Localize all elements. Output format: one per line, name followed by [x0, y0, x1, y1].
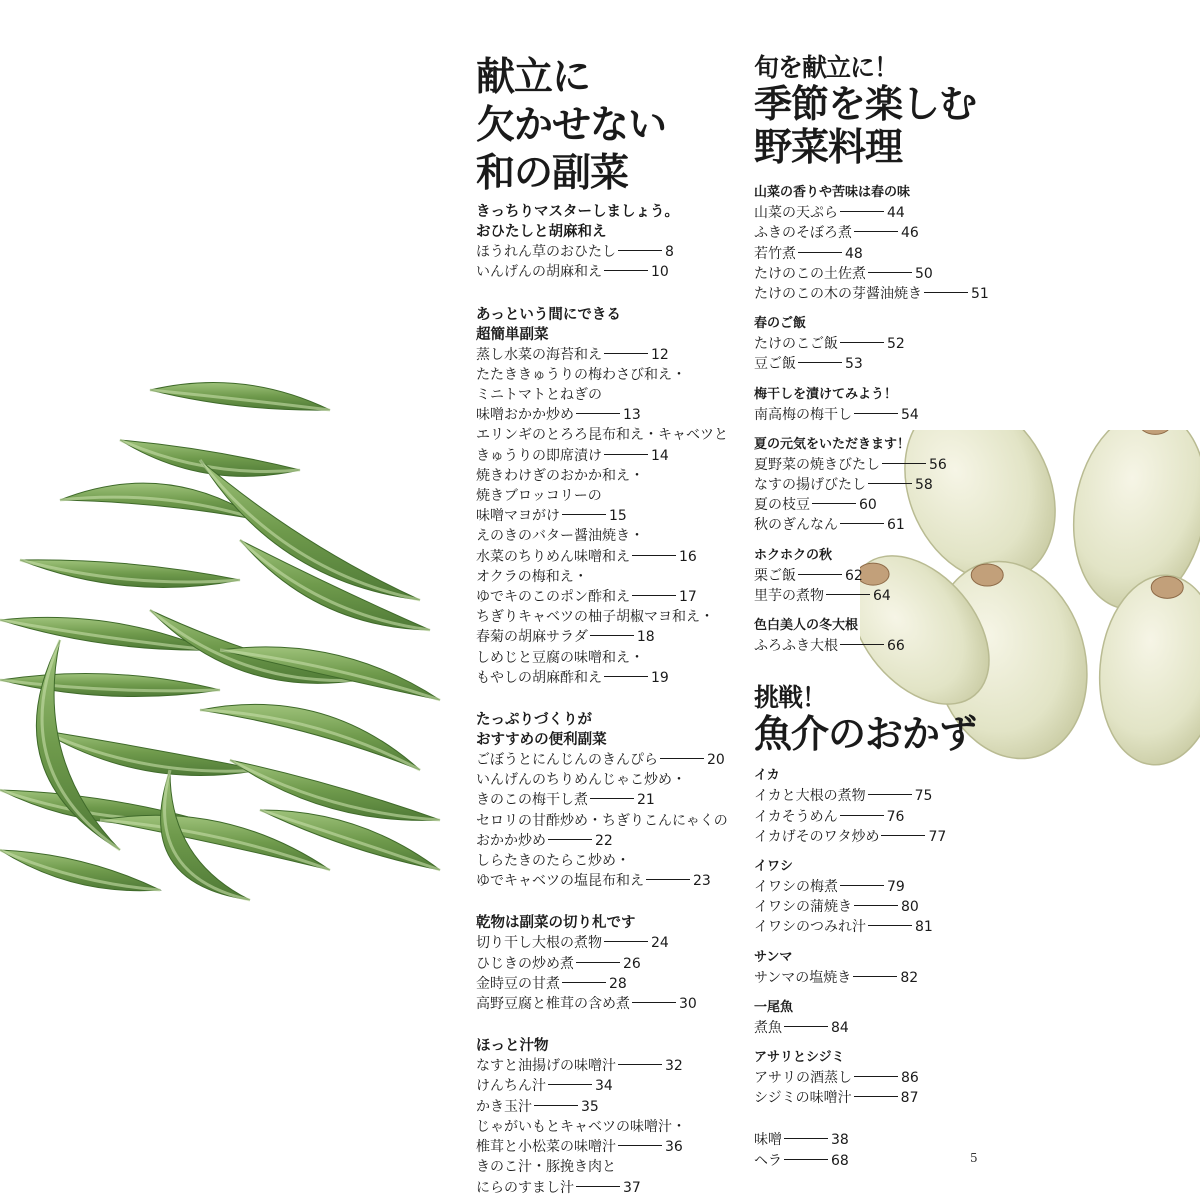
toc-entry[interactable] [476, 790, 738, 810]
entry-page: 22 [595, 832, 613, 849]
green-beans-photo [0, 350, 460, 910]
leader-line [604, 941, 648, 942]
entry-page: 75 [914, 788, 933, 805]
toc-entry[interactable] [476, 1056, 738, 1076]
toc-section [476, 305, 738, 688]
toc-entry[interactable] [476, 871, 738, 891]
pea-pod [20, 560, 240, 588]
entry-page: 10 [651, 264, 669, 281]
leader-line [618, 1145, 662, 1146]
toc-entry[interactable] [754, 354, 1014, 374]
entry-page: 26 [623, 955, 641, 972]
section-heading: きっちりマスターしましょう。 おひたしと胡麻和え [476, 204, 679, 241]
section-heading: 一尾魚 [754, 999, 794, 1015]
toc-entry[interactable] [476, 831, 738, 851]
section-heading: 色白美人の冬大根 [754, 617, 859, 633]
entry-title: ひじきの炒め煮 [476, 955, 574, 972]
leader-line [660, 758, 704, 759]
toc-entry[interactable] [754, 968, 1014, 988]
fish-sections [754, 766, 1014, 1108]
leader-line [784, 1159, 828, 1160]
pea-pod [40, 730, 260, 776]
entry-title: いんげんの胡麻和え [476, 264, 602, 281]
entry-title: たたききゅうりの梅わさび和え・ [476, 366, 686, 383]
entry-title: ちぎりキャベツの柚子胡椒マヨ和え・ [476, 609, 714, 626]
section-heading: たっぷりづくりが おすすめの便利副菜 [476, 712, 607, 749]
toc-section [476, 710, 738, 891]
leader-line [604, 454, 648, 455]
entry-title: アサリの酒蒸し [754, 1069, 852, 1086]
entry-title: 味噌 [754, 1132, 782, 1149]
entry-title: 味噌おかか炒め [476, 407, 574, 424]
toc-section [754, 1048, 1014, 1108]
toc-entry[interactable] [476, 466, 738, 486]
toc-entry[interactable] [476, 587, 738, 607]
entry-page: 32 [665, 1058, 683, 1075]
toc-section [754, 616, 1014, 656]
entry-title: 金時豆の甘煮 [476, 975, 560, 992]
toc-section [476, 1036, 738, 1197]
entry-page: 35 [581, 1098, 599, 1115]
title-line: 献立に [476, 55, 591, 100]
fish-title-block [754, 682, 1014, 756]
toc-entry[interactable] [754, 244, 1014, 264]
entry-page: 51 [971, 285, 989, 302]
entry-page: 16 [679, 548, 697, 565]
leader-line [868, 794, 912, 795]
leader-line [854, 1096, 898, 1097]
entry-title: おかか炒め [476, 832, 546, 849]
toc-entry[interactable] [754, 203, 1014, 223]
toc-entry[interactable] [754, 1018, 1014, 1038]
toc-entry[interactable] [754, 495, 1014, 515]
leader-line [854, 1076, 898, 1077]
leader-line [604, 353, 648, 354]
toc-entry[interactable] [476, 607, 738, 627]
toc-entry[interactable] [754, 917, 1014, 937]
entry-page: 44 [887, 205, 905, 222]
page-number: 5 [970, 1151, 978, 1165]
entry-title: シジミの味噌汁 [754, 1090, 852, 1107]
entry-title: ほうれん草のおひたし [476, 244, 616, 261]
entry-title: ヘラ [754, 1152, 782, 1169]
toc-entry[interactable] [476, 365, 738, 385]
entry-title: じゃがいもとキャベツの味噌汁・ [476, 1118, 686, 1135]
entry-page: 24 [651, 935, 669, 952]
leader-line [604, 676, 648, 677]
toc-entry[interactable] [476, 750, 738, 770]
entry-title: たけのこの木の芽醤油焼き [754, 285, 922, 302]
toc-entry[interactable] [754, 405, 1014, 425]
entry-page: 81 [915, 919, 933, 936]
entry-page: 30 [679, 996, 697, 1013]
leader-line [840, 885, 884, 886]
entry-title: サンマの塩焼き [754, 969, 852, 986]
toc-right-column [754, 52, 1014, 1171]
entry-page: 28 [609, 975, 627, 992]
entry-title: イカげそのワタ炒め [754, 828, 880, 845]
leader-line [548, 839, 592, 840]
entry-page: 80 [901, 899, 919, 916]
toc-entry[interactable] [476, 425, 738, 445]
toc-entry[interactable] [476, 627, 738, 647]
entry-page: 48 [845, 245, 863, 262]
entry-title: 高野豆腐と椎茸の含め煮 [476, 996, 630, 1013]
entry-title: ミニトマトとねぎの [476, 387, 602, 403]
toc-entry[interactable] [476, 933, 738, 953]
entry-title: エリンギのとろろ昆布和え・キャベツと [476, 427, 728, 444]
leader-line [854, 231, 898, 232]
entry-page: 76 [886, 808, 905, 825]
toc-entry[interactable] [476, 994, 738, 1014]
section-heading: ほっと汁物 [476, 1038, 549, 1055]
leader-line [798, 252, 842, 253]
toc-section [754, 183, 1014, 304]
section-heading: サンマ [754, 949, 793, 965]
title-line: 欠かせない [476, 103, 667, 149]
entry-page: 12 [651, 346, 669, 363]
entry-title: イカそうめん [754, 808, 838, 825]
toc-entry[interactable] [754, 1130, 1014, 1150]
toc-entry[interactable] [754, 264, 1014, 284]
toc-entry[interactable] [476, 506, 738, 526]
toc-entry[interactable] [476, 974, 738, 994]
leader-line [632, 1002, 676, 1003]
entry-title: 味噌マヨがけ [476, 508, 560, 525]
toc-entry[interactable] [754, 877, 1014, 897]
leader-line [868, 483, 912, 484]
toc-entry[interactable] [754, 515, 1014, 535]
entry-title: イワシの蒲焼き [754, 899, 852, 916]
toc-section [754, 314, 1014, 374]
entry-page: 15 [609, 508, 627, 525]
toc-entry[interactable] [476, 668, 738, 688]
section-heading: 梅干しを漬けてみよう！ [754, 386, 898, 402]
entry-title: 春菊の胡麻サラダ [476, 629, 588, 646]
leader-line [576, 962, 620, 963]
entry-title: けんちん汁 [476, 1078, 546, 1095]
entry-title: 煮魚 [754, 1019, 782, 1036]
fish-subtitle: 挑戦！ [754, 683, 827, 713]
toc-entry[interactable] [754, 284, 1014, 304]
entry-title: ふろふき大根 [754, 637, 838, 654]
leader-line [632, 555, 676, 556]
entry-title: 夏の枝豆 [754, 497, 810, 514]
toc-section [754, 998, 1014, 1038]
toc-entry[interactable] [476, 526, 738, 546]
toc-entry[interactable] [476, 1117, 738, 1137]
entry-page: 56 [929, 456, 947, 473]
toc-entry[interactable] [754, 1088, 1014, 1108]
toc-entry[interactable] [476, 446, 738, 466]
toc-entry[interactable] [476, 486, 738, 506]
fish-title: 魚介のおかず [754, 712, 977, 757]
entry-title: なすの揚げびたし [754, 476, 866, 493]
entry-page: 53 [845, 356, 863, 373]
toc-entry[interactable] [476, 648, 738, 668]
entry-title: 山菜の天ぷら [754, 205, 838, 222]
entry-title: もやしの胡麻酢和え [476, 669, 602, 686]
ginkgo-nut-tip [1151, 576, 1183, 598]
toc-entry[interactable] [476, 547, 738, 567]
toc-entry[interactable] [754, 1068, 1014, 1088]
entry-title: 焼きわけぎのおかか和え・ [476, 467, 644, 484]
right-column-subtitle: 旬を献立に！ [754, 53, 899, 82]
toc-entry[interactable] [754, 455, 1014, 475]
toc-entry[interactable] [476, 405, 738, 425]
entry-title: 豆ご飯 [754, 356, 796, 373]
toc-entry[interactable] [476, 770, 738, 790]
leader-line [882, 463, 926, 464]
entry-title: たけのこの土佐煮 [754, 265, 866, 282]
toc-left-column [476, 52, 738, 1198]
leader-line [590, 635, 634, 636]
toc-section [754, 857, 1014, 938]
toc-entry[interactable] [476, 242, 738, 262]
leader-line [868, 925, 912, 926]
entry-title: 切り干し大根の煮物 [476, 935, 602, 952]
leader-line [826, 594, 870, 595]
entry-page: 46 [901, 225, 919, 242]
leader-line [534, 1105, 578, 1106]
entry-title: 椎茸と小松菜の味噌汁 [476, 1139, 616, 1156]
toc-entry[interactable] [754, 807, 1014, 827]
leader-line [853, 976, 897, 977]
entry-title: ふきのそぼろ煮 [754, 225, 852, 242]
entry-title: イカと大根の煮物 [754, 788, 866, 805]
toc-section [754, 435, 1014, 536]
section-heading: アサリとシジミ [754, 1049, 845, 1065]
toc-entry[interactable] [476, 1178, 738, 1198]
leader-line [798, 362, 842, 363]
entry-page: 62 [845, 567, 863, 584]
leader-line [576, 1186, 620, 1187]
section-heading: 春のご飯 [754, 316, 807, 332]
entry-title: ゆでキャベツの塩昆布和え [476, 873, 644, 890]
entry-page: 23 [693, 873, 711, 890]
entry-page: 20 [707, 752, 725, 769]
entry-page: 50 [915, 265, 933, 282]
toc-entry[interactable] [754, 786, 1014, 806]
entry-page: 60 [859, 497, 877, 514]
leader-line [590, 798, 634, 799]
leader-line [840, 211, 884, 212]
leader-line [618, 1064, 662, 1065]
entry-page: 84 [831, 1019, 849, 1036]
section-heading: 山菜の香りや苦味は春の味 [754, 185, 911, 201]
entry-title: ゆでキのこのポン酢和え [476, 589, 630, 606]
pea-pod [0, 850, 160, 891]
entry-title: いんげんのちりめんじゃこ炒め・ [476, 772, 686, 789]
leader-line [618, 250, 662, 251]
section-heading: 乾物は副菜の切り札です [476, 915, 636, 932]
entry-page: 66 [887, 637, 905, 654]
entry-title: 里芋の煮物 [754, 587, 824, 604]
pea-pod [240, 540, 430, 630]
entry-title: にらのすまし汁 [476, 1179, 574, 1196]
entry-title: 焼きブロッコリーの [476, 488, 602, 505]
entry-page: 77 [928, 828, 947, 845]
leader-line [604, 270, 648, 271]
entry-title: かき玉汁 [476, 1098, 532, 1115]
leader-line [562, 982, 606, 983]
toc-entry[interactable] [476, 345, 738, 365]
toc-entry[interactable] [476, 954, 738, 974]
toc-entry[interactable] [754, 636, 1014, 656]
leader-line [924, 292, 968, 293]
leader-line [840, 523, 884, 524]
entry-page: 54 [901, 406, 919, 423]
leader-line [562, 514, 606, 515]
section-heading: ホクホクの秋 [754, 547, 833, 563]
toc-entry[interactable] [754, 897, 1014, 917]
toc-entry[interactable] [754, 566, 1014, 586]
entry-title: きゅうりの即席漬け [476, 447, 602, 464]
toc-entry[interactable] [476, 811, 738, 831]
entry-title: なすと油揚げの味噌汁 [476, 1058, 616, 1075]
toc-entry[interactable] [754, 827, 1014, 847]
entry-page: 14 [651, 447, 669, 464]
entry-title: しめじと豆腐の味噌和え・ [476, 649, 644, 666]
entry-page: 38 [831, 1132, 849, 1149]
entry-page: 58 [915, 476, 933, 493]
entry-page: 52 [887, 336, 905, 353]
toc-entry[interactable] [754, 586, 1014, 606]
leader-line [854, 905, 898, 906]
toc-entry[interactable] [476, 262, 738, 282]
leader-line [798, 574, 842, 575]
entry-title: イワシの梅煮 [754, 878, 838, 895]
leader-line [868, 272, 912, 273]
entry-title: 夏野菜の焼きびたし [754, 456, 880, 473]
entry-page: 87 [900, 1090, 919, 1107]
entry-title: 南高梅の梅干し [754, 406, 852, 423]
toc-entry[interactable] [754, 475, 1014, 495]
entry-page: 18 [636, 629, 655, 646]
leader-line [576, 413, 620, 414]
toc-section [754, 546, 1014, 606]
toc-section [754, 766, 1014, 847]
entry-page: 36 [665, 1139, 683, 1156]
entry-page: 82 [900, 969, 919, 986]
entry-title: きのこ汁・豚挽き肉と [476, 1159, 616, 1176]
entry-title: セロリの甘酢炒め・ちぎりこんにゃくの [476, 812, 728, 829]
title-line: 季節を楽しむ [754, 82, 977, 127]
entry-title: 蒸し水菜の海苔和え [476, 346, 602, 363]
toc-entry[interactable] [476, 1157, 738, 1177]
entry-title: えのきのバター醤油焼き・ [476, 528, 644, 545]
toc-entry[interactable] [476, 385, 738, 405]
toc-entry[interactable] [476, 1076, 738, 1096]
entry-title: ごぼうとにんじんのきんぴら [476, 752, 658, 769]
left-sections [476, 202, 738, 1198]
entry-title: オクラの梅和え・ [476, 568, 588, 585]
leader-line [812, 503, 856, 504]
entry-page: 19 [651, 669, 669, 686]
entry-page: 8 [665, 244, 674, 261]
entry-page: 21 [637, 792, 655, 809]
entry-page: 61 [887, 517, 905, 534]
toc-entry[interactable] [476, 567, 738, 587]
toc-entry[interactable] [754, 223, 1014, 243]
entry-page: 86 [901, 1069, 919, 1086]
toc-entry[interactable] [476, 851, 738, 871]
entry-title: 栗ご飯 [754, 567, 796, 584]
entry-title: 若竹煮 [754, 245, 796, 262]
entry-title: たけのこご飯 [754, 336, 838, 353]
entry-page: 13 [623, 407, 641, 424]
title-line: 和の副菜 [476, 151, 629, 197]
section-heading: イカ [754, 768, 780, 784]
leader-line [646, 879, 690, 880]
left-column-title [476, 56, 738, 196]
leader-line [632, 595, 676, 596]
leader-line [840, 342, 884, 343]
entry-title: イワシのつみれ汁 [754, 919, 866, 936]
toc-entry[interactable] [476, 1097, 738, 1117]
pea-pod-highlight [240, 540, 430, 630]
right-sections [754, 183, 1014, 656]
entry-page: 64 [873, 587, 891, 604]
section-heading: あっという間にできる 超簡単副菜 [476, 306, 621, 343]
toc-entry[interactable] [754, 334, 1014, 354]
entry-title: 秋のぎんなん [754, 517, 838, 534]
entry-page: 79 [887, 878, 905, 895]
entry-page: 68 [831, 1152, 849, 1169]
entry-page: 37 [623, 1179, 641, 1196]
section-heading: 夏の元気をいただきます！ [754, 436, 911, 452]
leader-line [840, 644, 884, 645]
entry-page: 34 [595, 1078, 613, 1095]
entry-title: きのこの梅干し煮 [476, 792, 588, 809]
toc-section [754, 385, 1014, 425]
leader-line [840, 815, 884, 816]
entry-title: しらたきのたらこ炒め・ [476, 853, 630, 870]
toc-section [754, 948, 1014, 988]
leader-line [854, 413, 898, 414]
entry-title: 水菜のちりめん味噌和え [476, 548, 630, 565]
leader-line [784, 1026, 828, 1027]
leader-line [548, 1084, 592, 1085]
toc-entry[interactable] [476, 1137, 738, 1157]
toc-section [476, 913, 738, 1014]
section-heading: イワシ [754, 858, 794, 874]
leader-line [881, 835, 925, 836]
title-line: 野菜料理 [754, 125, 903, 170]
entry-page: 17 [679, 589, 697, 606]
toc-section [476, 202, 738, 282]
leader-line [784, 1138, 828, 1139]
